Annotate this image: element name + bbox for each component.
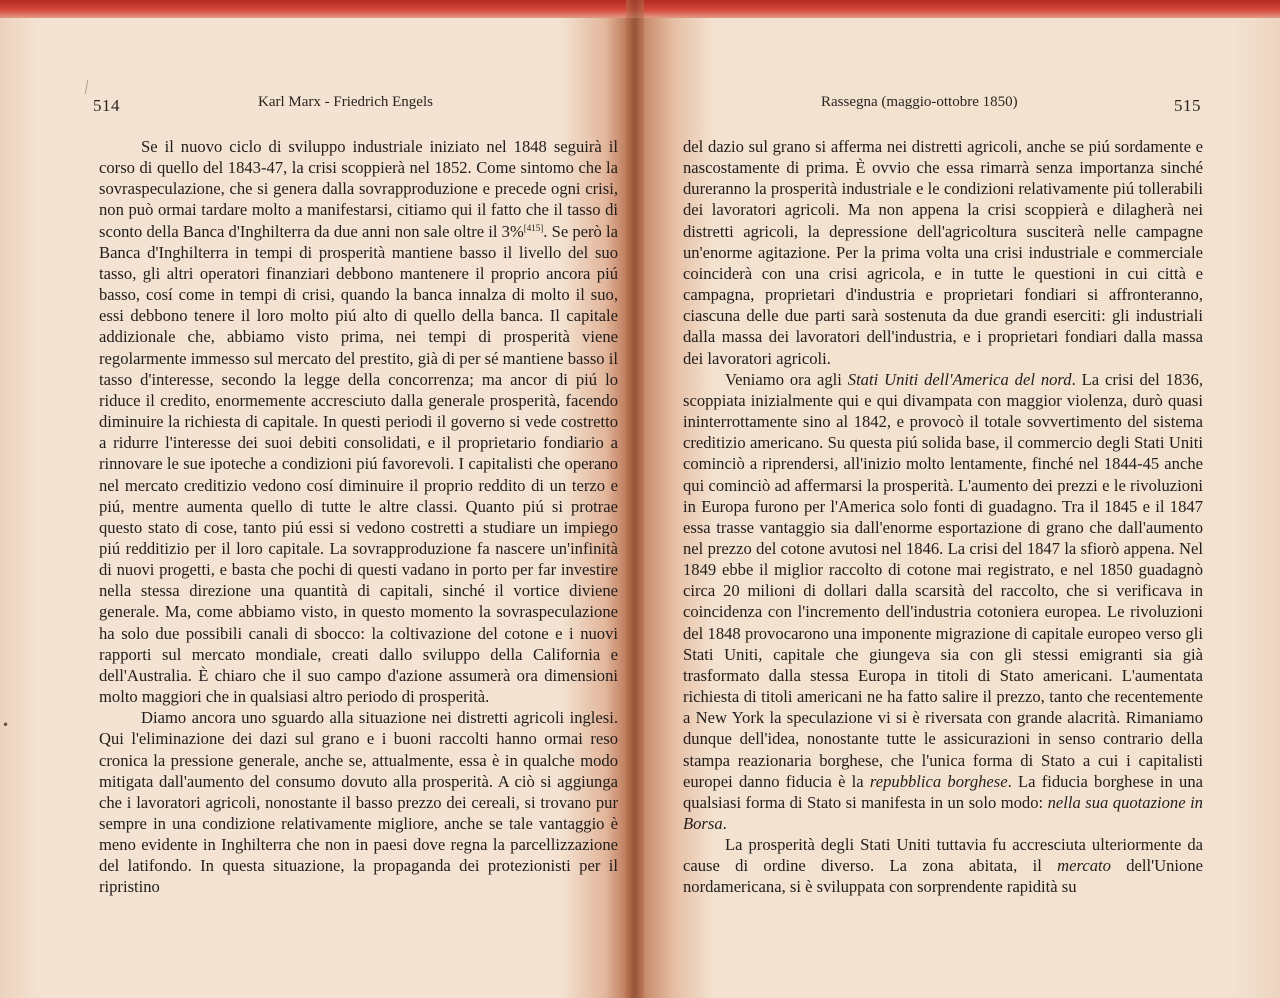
left-body-text: [99, 136, 618, 898]
right-body-text: [683, 136, 1203, 898]
left-header: [0, 92, 634, 120]
text-run: Veniamo ora agli: [725, 369, 848, 389]
paragraph: [683, 834, 1203, 897]
margin-mark: •: [2, 718, 10, 732]
italic-run: nella sua quotazione in Borsa: [683, 792, 1203, 833]
book-gutter: [626, 0, 644, 998]
paragraph-text: Se il nuovo ciclo di sviluppo industriale iniziato nel 1848 seguirà il corso di quello del 1843-47, la crisi scoppierà nel 1852. Come sintomo che la sovraspeculazione, che si genera dalla sovrapproduzione e precede ogni crisi, non può ormai tardare molto a manifestarsi, citiamo qui il fatto che il tasso di sconto della Banca d'Inghilterra da due anni non sale oltre il 3%: [99, 137, 618, 241]
italic-run: repubblica borghese: [869, 771, 1008, 791]
right-page: [634, 18, 1280, 998]
paragraph: [99, 136, 618, 707]
paragraph: del dazio sul grano si afferma nei distretti agricoli, anche se piú sordamente e nascostamente di prima. È ovvio che essa rimarrà senza importanza sinché dureranno la prosperità industriale e le condizioni relativamente piú tollerabili dei lavoratori agricoli. Ma non appena la crisi scoppierà e dilagherà nei distretti agricoli, la depressione dell'agricoltura susciterà nelle campagne un'enorme agitazione. Per la prima volta una crisi industriale e commerciale coinciderà con una crisi agricola, e in tutte le questioni in cui città e campagna, proprietari d'industria e proprietari fondiari si affronteranno, ciascuna delle due parti sarà sostenuta da due grandi eserciti: gli industriali dalla massa dei lavoratori dell'industria, e i proprietari fondiari dalla massa dei lavoratori agricoli.: [683, 137, 1203, 368]
text-run: .: [722, 814, 727, 833]
paragraph-text: . Se però la Banca d'Inghilterra in tempi di prosperità mantiene basso il livello del suo tasso, gli altri operatori finanziari debbono mantenere il proprio ancora piú basso, cosí come in tempi di crisi, quando la banca innalza di molto il suo, essi debbono tenere il loro molto piú alto di quello della banca. Il capitale addizionale che, abbiamo visto prima, nei tempi di prosperità viene regolarmente immesso sul mercato del prestito, già di per sé mantiene basso il tasso d'interesse, secondo la legge della concorrenza; ma ancor di piú lo riduce il credito, enormemente accresciuto dalla generale prosperità, facendo diminuire la richiesta di capitale. In questi periodi il governo si vede costretto a ridurre l'interesse dei suoi debiti consolidati, e il proprietario fondiario a rinnovare le sue ipoteche a condizioni piú favorevoli. I capitalisti che operano nel mercato creditizio vedono cosí diminuire il proprio reddito di un terzo e piú, mentre aumenta quello di tutte le altre classi. Quanto piú si protrae questo stato di cose, tanto piú essi si vedono costretti a studiare un impiego piú redditizio per il loro capitale. La sovrapproduzione fa nascere un'infinità di nuovi progetti, e basta che pochi di questi vadano in porto per far investire nella stessa direzione una quantità di capitali, sinché il vortice diviene generale. Ma, come abbiamo visto, in questo momento la sovraspeculazione ha solo due possibili canali di sbocco: la coltivazione del cotone e i nuovi rapporti sul mercato mondiale, creati dallo sviluppo della California e dell'Australia. È chiaro che il suo campo d'azione assumerà ora dimensioni molto maggiori che in qualsiasi altro periodo di prosperità.: [99, 221, 618, 707]
page-number-right: 515: [1174, 96, 1201, 115]
running-head-right: Rassegna (maggio-ottobre 1850): [821, 94, 1018, 110]
italic-run: Stati Uniti dell'America del nord: [847, 369, 1072, 389]
paragraph: Diamo ancora uno sguardo alla situazione nei distretti agricoli inglesi. Qui l'eliminazione dei dazi sul grano e i buoni raccolti hanno ormai reso cronica la pressione generale, anche se, attualmente, essa è in qualche modo mitigata dall'aumento del consumo dovuto alla prosperità. A ciò si aggiunga che i lavoratori agricoli, nonostante il basso prezzo dei cereali, si trovano pur sempre in una condizione relativamente migliore, anche se tale vantaggio è meno evidente in Inghilterra che non in paesi dove regna la parcellizzazione del latifondo. In questa situazione, la propaganda dei protezionisti per il ripristino: [99, 708, 618, 897]
text-run: La prosperità degli Stati Uniti tuttavia fu accresciuta ulteriormente da cause di ordine diverso. La zona abitata, il: [683, 835, 1203, 876]
text-run: . La crisi del 1836, scoppiata inizialmente qui e qui divampata con maggior violenza, durò quasi ininterrottamente sino al 1842, e provocò il totale sovvertimento del sistema creditizio americano. Su questa piú solida base, il commercio degli Stati Uniti cominciò a riprendersi, all'inizio molto lentamente, finché nel 1844-45 anche qui cominciò ad affermarsi la prosperità. L'aumento dei prezzi e le rivoluzioni in Europa furono per l'America solo fonti di guadagno. Tra il 1845 e il 1847 essa trasse vantaggio sia dall'enorme esportazione di grano che dall'aumento nel prezzo del cotone avutosi nel 1846. La crisi del 1847 la sfiorò appena. Nel 1849 ebbe il miglior raccolto di cotone mai registrato, e nel 1850 guadagnò circa 20 milioni di dollari dalla scarsità del raccolto, che si verificava in coincidenza con l'incremento dell'industria cotoniera europea. Le rivoluzioni del 1848 provocarono una imponente migrazione di capitale europeo verso gli Stati Uniti, capitale che giungeva sia con gli stessi emigranti sia già trasformato dalla stessa Europa in titoli di Stato americani. L'aumentata richiesta di titoli americani ne ha fatto salire il prezzo, tanto che recentemente a New York la speculazione vi si è riversata con grande alacrità. Rimaniamo dunque dell'idea, nonostante tutte le assicurazioni in senso contrario della stampa reazionaria borghese, che l'unica forma di Stato a cui i capitalisti europei danno fiducia è la: [683, 369, 1203, 791]
left-page: [0, 18, 634, 998]
footnote-ref: [415]: [523, 222, 544, 233]
text-run: dell'Unione nordamericana, si è sviluppata con sorprendente rapidità su: [683, 856, 1203, 897]
italic-run: mercato: [1057, 856, 1111, 876]
paragraph: [683, 369, 1203, 834]
running-head-left: Karl Marx - Friedrich Engels: [258, 94, 433, 110]
text-run: . La fiducia borghese in una qualsiasi forma di Stato si manifesta in un solo modo:: [683, 771, 1203, 812]
page-number-left: 514: [93, 96, 120, 115]
right-header: [634, 92, 1280, 120]
